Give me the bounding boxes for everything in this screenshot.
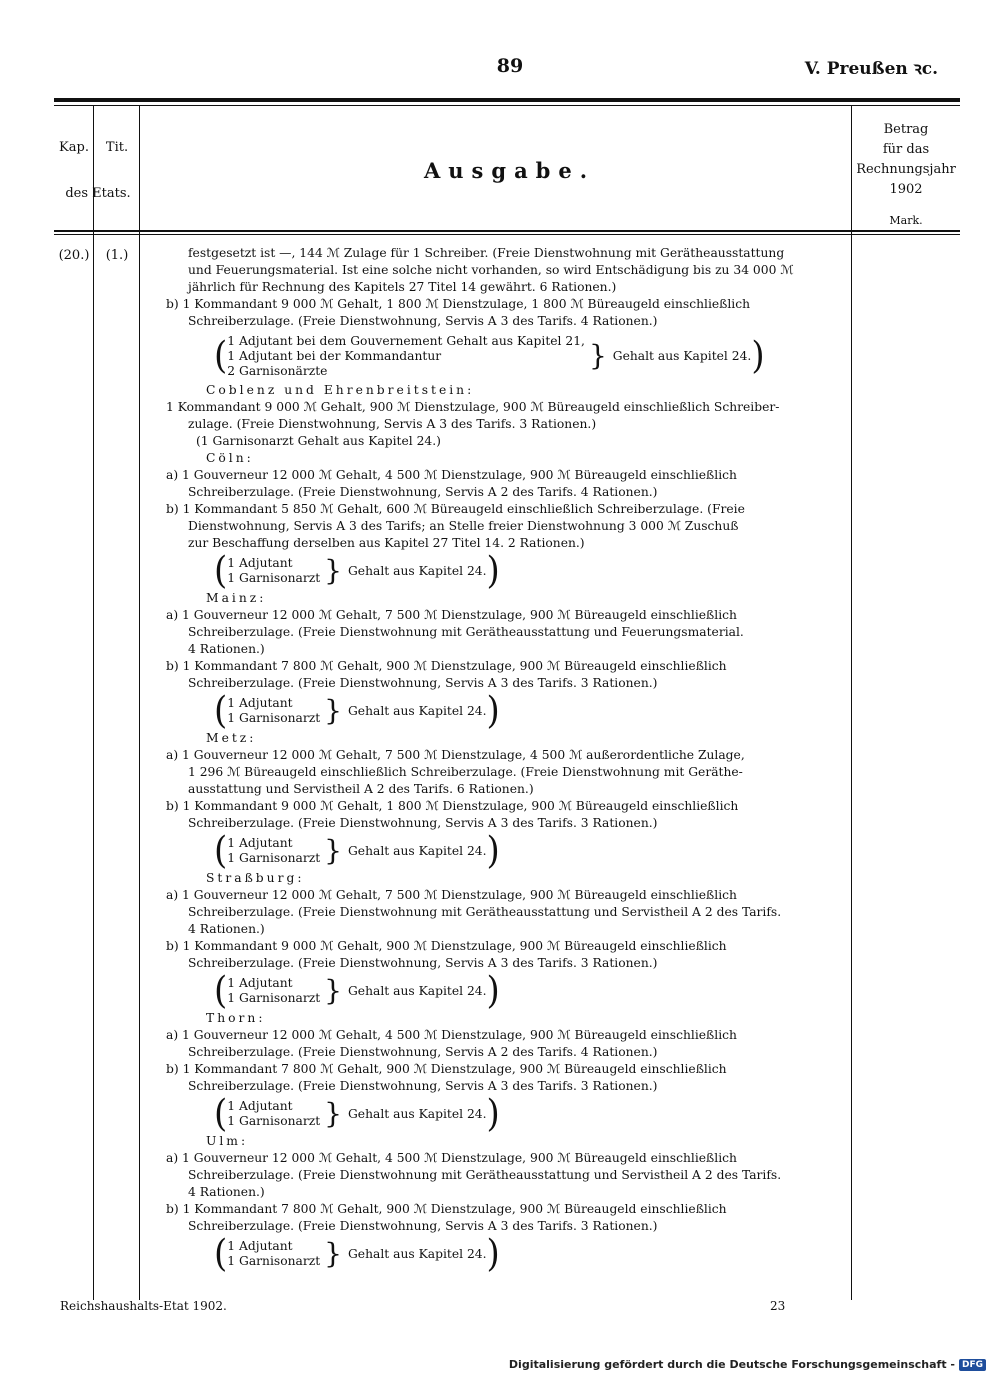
footer-publication: Reichshaushalts-Etat 1902. <box>60 1299 227 1313</box>
text-line: a) 1 Gouverneur 12 000 ℳ Gehalt, 7 500 ℳ Dienstzulage, 4 500 ℳ außerordentliche Zulage, <box>166 748 745 762</box>
column-line-tit <box>139 105 140 1300</box>
city-heading-mainz: Mainz: <box>206 591 267 605</box>
brace-group: ( 1 Adjutant bei dem Gouvernement Gehalt aus Kapitel 21, 1 Adjutant bei der Kommandantur 2 Garnisonärzte } Gehalt aus Kapitel 24. ) <box>214 333 765 378</box>
brace-gehalt: Gehalt aus Kapitel 24. <box>347 843 487 858</box>
text-line: Schreiberzulage. (Freie Dienstwohnung, Servis A 2 des Tarifs. 4 Rationen.) <box>188 1045 658 1059</box>
brace-gehalt: Gehalt aus Kapitel 24. <box>347 563 487 578</box>
text-line: b) 1 Kommandant 9 000 ℳ Gehalt, 900 ℳ Dienstzulage, 900 ℳ Büreaugeld einschließlich <box>166 939 727 953</box>
text-line: jährlich für Rechnung des Kapitels 27 Titel 14 gewährt. 6 Rationen.) <box>188 280 617 294</box>
brace-gehalt: Gehalt aus Kapitel 24. <box>347 703 487 718</box>
header-bottom-rule-2 <box>54 234 960 235</box>
text-line: b) 1 Kommandant 7 800 ℳ Gehalt, 900 ℳ Dienstzulage, 900 ℳ Büreaugeld einschließlich <box>166 1062 727 1076</box>
text-line: 1 Kommandant 9 000 ℳ Gehalt, 900 ℳ Dienstzulage, 900 ℳ Büreaugeld einschließlich Schreiber- <box>166 400 780 414</box>
text-line: Schreiberzulage. (Freie Dienstwohnung, Servis A 2 des Tarifs. 4 Rationen.) <box>188 485 658 499</box>
section-title: V. Preußen ꝛc. <box>804 59 938 79</box>
text-line: Schreiberzulage. (Freie Dienstwohnung, Servis A 3 des Tarifs. 3 Rationen.) <box>188 676 658 690</box>
section-heading-ausgabe: Ausgabe. <box>424 158 596 183</box>
text-line: Schreiberzulage. (Freie Dienstwohnung mit Gerätheausstattung und Servistheil A 2 des Tarifs. <box>188 1168 782 1182</box>
dfg-logo: DFG <box>959 1359 986 1371</box>
header-bottom-rule <box>54 230 960 232</box>
city-heading-coblenz: Coblenz und Ehrenbreitstein: <box>206 383 475 397</box>
brace-item: 1 Adjutant <box>227 1099 293 1113</box>
text-line: ausstattung und Servistheil A 2 des Tarifs. 6 Rationen.) <box>188 782 534 796</box>
text-line: Schreiberzulage. (Freie Dienstwohnung mit Gerätheausstattung und Feuerungsmaterial. <box>188 625 744 639</box>
brace-item: 1 Adjutant bei dem Gouvernement Gehalt aus Kapitel 21, <box>227 333 585 348</box>
text-line: zulage. (Freie Dienstwohnung, Servis A 3 des Tarifs. 3 Rationen.) <box>188 417 597 431</box>
text-line: Schreiberzulage. (Freie Dienstwohnung, Servis A 3 des Tarifs. 3 Rationen.) <box>188 816 658 830</box>
header-betrag: Betrag <box>883 122 929 137</box>
text-line: a) 1 Gouverneur 12 000 ℳ Gehalt, 4 500 ℳ Dienstzulage, 900 ℳ Büreaugeld einschließlich <box>166 1151 737 1165</box>
brace-item: 1 Garnisonarzt <box>227 851 321 865</box>
brace-item: 1 Adjutant <box>227 1239 293 1253</box>
text-line: 1 296 ℳ Büreaugeld einschließlich Schreiberzulage. (Freie Dienstwohnung mit Geräthe- <box>188 765 743 779</box>
brace-item: 2 Garnisonärzte <box>227 363 328 378</box>
brace-gehalt: Gehalt aus Kapitel 24. <box>347 1246 487 1261</box>
header-tit: Tit. <box>105 140 129 155</box>
page-number: 89 <box>496 55 524 77</box>
text-line: 4 Rationen.) <box>188 1185 265 1199</box>
text-line: zur Beschaffung derselben aus Kapitel 27 Titel 14. 2 Rationen.) <box>188 536 585 550</box>
text-line: und Feuerungsmaterial. Ist eine solche nicht vorhanden, so wird Entschädigung bis zu 34 000 ℳ <box>188 263 794 277</box>
header-kap: Kap. <box>59 140 89 155</box>
text-line: festgesetzt ist —, 144 ℳ Zulage für 1 Schreiber. (Freie Dienstwohnung mit Gerätheausstattung <box>188 246 785 260</box>
brace-group: ( 1 Adjutant 1 Garnisonarzt } Gehalt aus Kapitel 24. ) <box>214 829 500 873</box>
text-line: Schreiberzulage. (Freie Dienstwohnung, Servis A 3 des Tarifs. 3 Rationen.) <box>188 1079 658 1093</box>
top-thin-rule <box>54 105 960 106</box>
header-year: 1902 <box>889 182 923 197</box>
brace-item: 1 Adjutant bei der Kommandantur <box>227 348 442 363</box>
brace-gehalt: Gehalt aus Kapitel 24. <box>612 348 752 363</box>
brace-item: 1 Garnisonarzt <box>227 991 321 1005</box>
brace-item: 1 Garnisonarzt <box>227 1254 321 1268</box>
digitization-notice[interactable] <box>509 1358 986 1371</box>
budget-body <box>166 245 852 1276</box>
brace-gehalt: Gehalt aus Kapitel 24. <box>347 1106 487 1121</box>
text-line: Schreiberzulage. (Freie Dienstwohnung mit Gerätheausstattung und Servistheil A 2 des Tarifs. <box>188 905 782 919</box>
row-tit: (1.) <box>105 248 129 263</box>
text-line: b) 1 Kommandant 5 850 ℳ Gehalt, 600 ℳ Büreaugeld einschließlich Schreiberzulage. (Freie <box>166 502 745 516</box>
city-heading-metz: Metz: <box>206 731 257 745</box>
column-line-kap <box>93 105 94 1300</box>
brace-group: ( 1 Adjutant 1 Garnisonarzt } Gehalt aus Kapitel 24. ) <box>214 689 500 733</box>
text-line: a) 1 Gouverneur 12 000 ℳ Gehalt, 4 500 ℳ Dienstzulage, 900 ℳ Büreaugeld einschließlich <box>166 1028 737 1042</box>
footer-sheet-number: 23 <box>770 1299 786 1313</box>
text-line: b) 1 Kommandant 7 800 ℳ Gehalt, 900 ℳ Dienstzulage, 900 ℳ Büreaugeld einschließlich <box>166 659 727 673</box>
text-line: b) 1 Kommandant 9 000 ℳ Gehalt, 1 800 ℳ Dienstzulage, 900 ℳ Büreaugeld einschließlich <box>166 799 739 813</box>
brace-group: ( 1 Adjutant 1 Garnisonarzt } Gehalt aus Kapitel 24. ) <box>214 549 500 593</box>
text-line: (1 Garnisonarzt Gehalt aus Kapitel 24.) <box>196 434 441 448</box>
header-rechnungsjahr: Rechnungsjahr <box>856 162 956 177</box>
header-fuer-das: für das <box>882 142 930 157</box>
brace-group: ( 1 Adjutant 1 Garnisonarzt } Gehalt aus Kapitel 24. ) <box>214 969 500 1013</box>
text-line: Schreiberzulage. (Freie Dienstwohnung, Servis A 3 des Tarifs. 3 Rationen.) <box>188 956 658 970</box>
text-line: 4 Rationen.) <box>188 642 265 656</box>
brace-group: ( 1 Adjutant 1 Garnisonarzt } Gehalt aus Kapitel 24. ) <box>214 1092 500 1136</box>
header-des-etats: des Etats. <box>65 186 131 201</box>
digitization-text: Digitalisierung gefördert durch die Deutsche Forschungsgemeinschaft - <box>508 1358 955 1371</box>
text-line: b) 1 Kommandant 7 800 ℳ Gehalt, 900 ℳ Dienstzulage, 900 ℳ Büreaugeld einschließlich <box>166 1202 727 1216</box>
city-heading-ulm: Ulm: <box>206 1134 249 1148</box>
brace-item: 1 Garnisonarzt <box>227 1114 321 1128</box>
top-double-rule <box>54 98 960 102</box>
text-line: b) 1 Kommandant 9 000 ℳ Gehalt, 1 800 ℳ Dienstzulage, 1 800 ℳ Büreaugeld einschließlich <box>166 297 751 311</box>
text-line: Dienstwohnung, Servis A 3 des Tarifs; an Stelle freier Dienstwohnung 3 000 ℳ Zuschuß <box>188 519 739 533</box>
brace-item: 1 Adjutant <box>227 976 293 990</box>
brace-item: 1 Adjutant <box>227 696 293 710</box>
brace-gehalt: Gehalt aus Kapitel 24. <box>347 983 487 998</box>
text-line: Schreiberzulage. (Freie Dienstwohnung, Servis A 3 des Tarifs. 3 Rationen.) <box>188 1219 658 1233</box>
city-heading-thorn: Thorn: <box>206 1011 266 1025</box>
text-line: a) 1 Gouverneur 12 000 ℳ Gehalt, 7 500 ℳ Dienstzulage, 900 ℳ Büreaugeld einschließlich <box>166 608 737 622</box>
brace-item: 1 Garnisonarzt <box>227 711 321 725</box>
city-heading-coeln: Cöln: <box>206 451 254 465</box>
text-line: 4 Rationen.) <box>188 922 265 936</box>
brace-group: ( 1 Adjutant 1 Garnisonarzt } Gehalt aus Kapitel 24. ) <box>214 1232 500 1276</box>
brace-item: 1 Adjutant <box>227 836 293 850</box>
city-heading-strassburg: Straßburg: <box>206 871 305 885</box>
text-line: a) 1 Gouverneur 12 000 ℳ Gehalt, 4 500 ℳ Dienstzulage, 900 ℳ Büreaugeld einschließlich <box>166 468 737 482</box>
brace-item: 1 Adjutant <box>227 556 293 570</box>
header-mark: Mark. <box>889 214 923 227</box>
text-line: a) 1 Gouverneur 12 000 ℳ Gehalt, 7 500 ℳ Dienstzulage, 900 ℳ Büreaugeld einschließlich <box>166 888 737 902</box>
brace-item: 1 Garnisonarzt <box>227 571 321 585</box>
text-line: Schreiberzulage. (Freie Dienstwohnung, Servis A 3 des Tarifs. 4 Rationen.) <box>188 314 658 328</box>
row-kap: (20.) <box>58 248 90 263</box>
